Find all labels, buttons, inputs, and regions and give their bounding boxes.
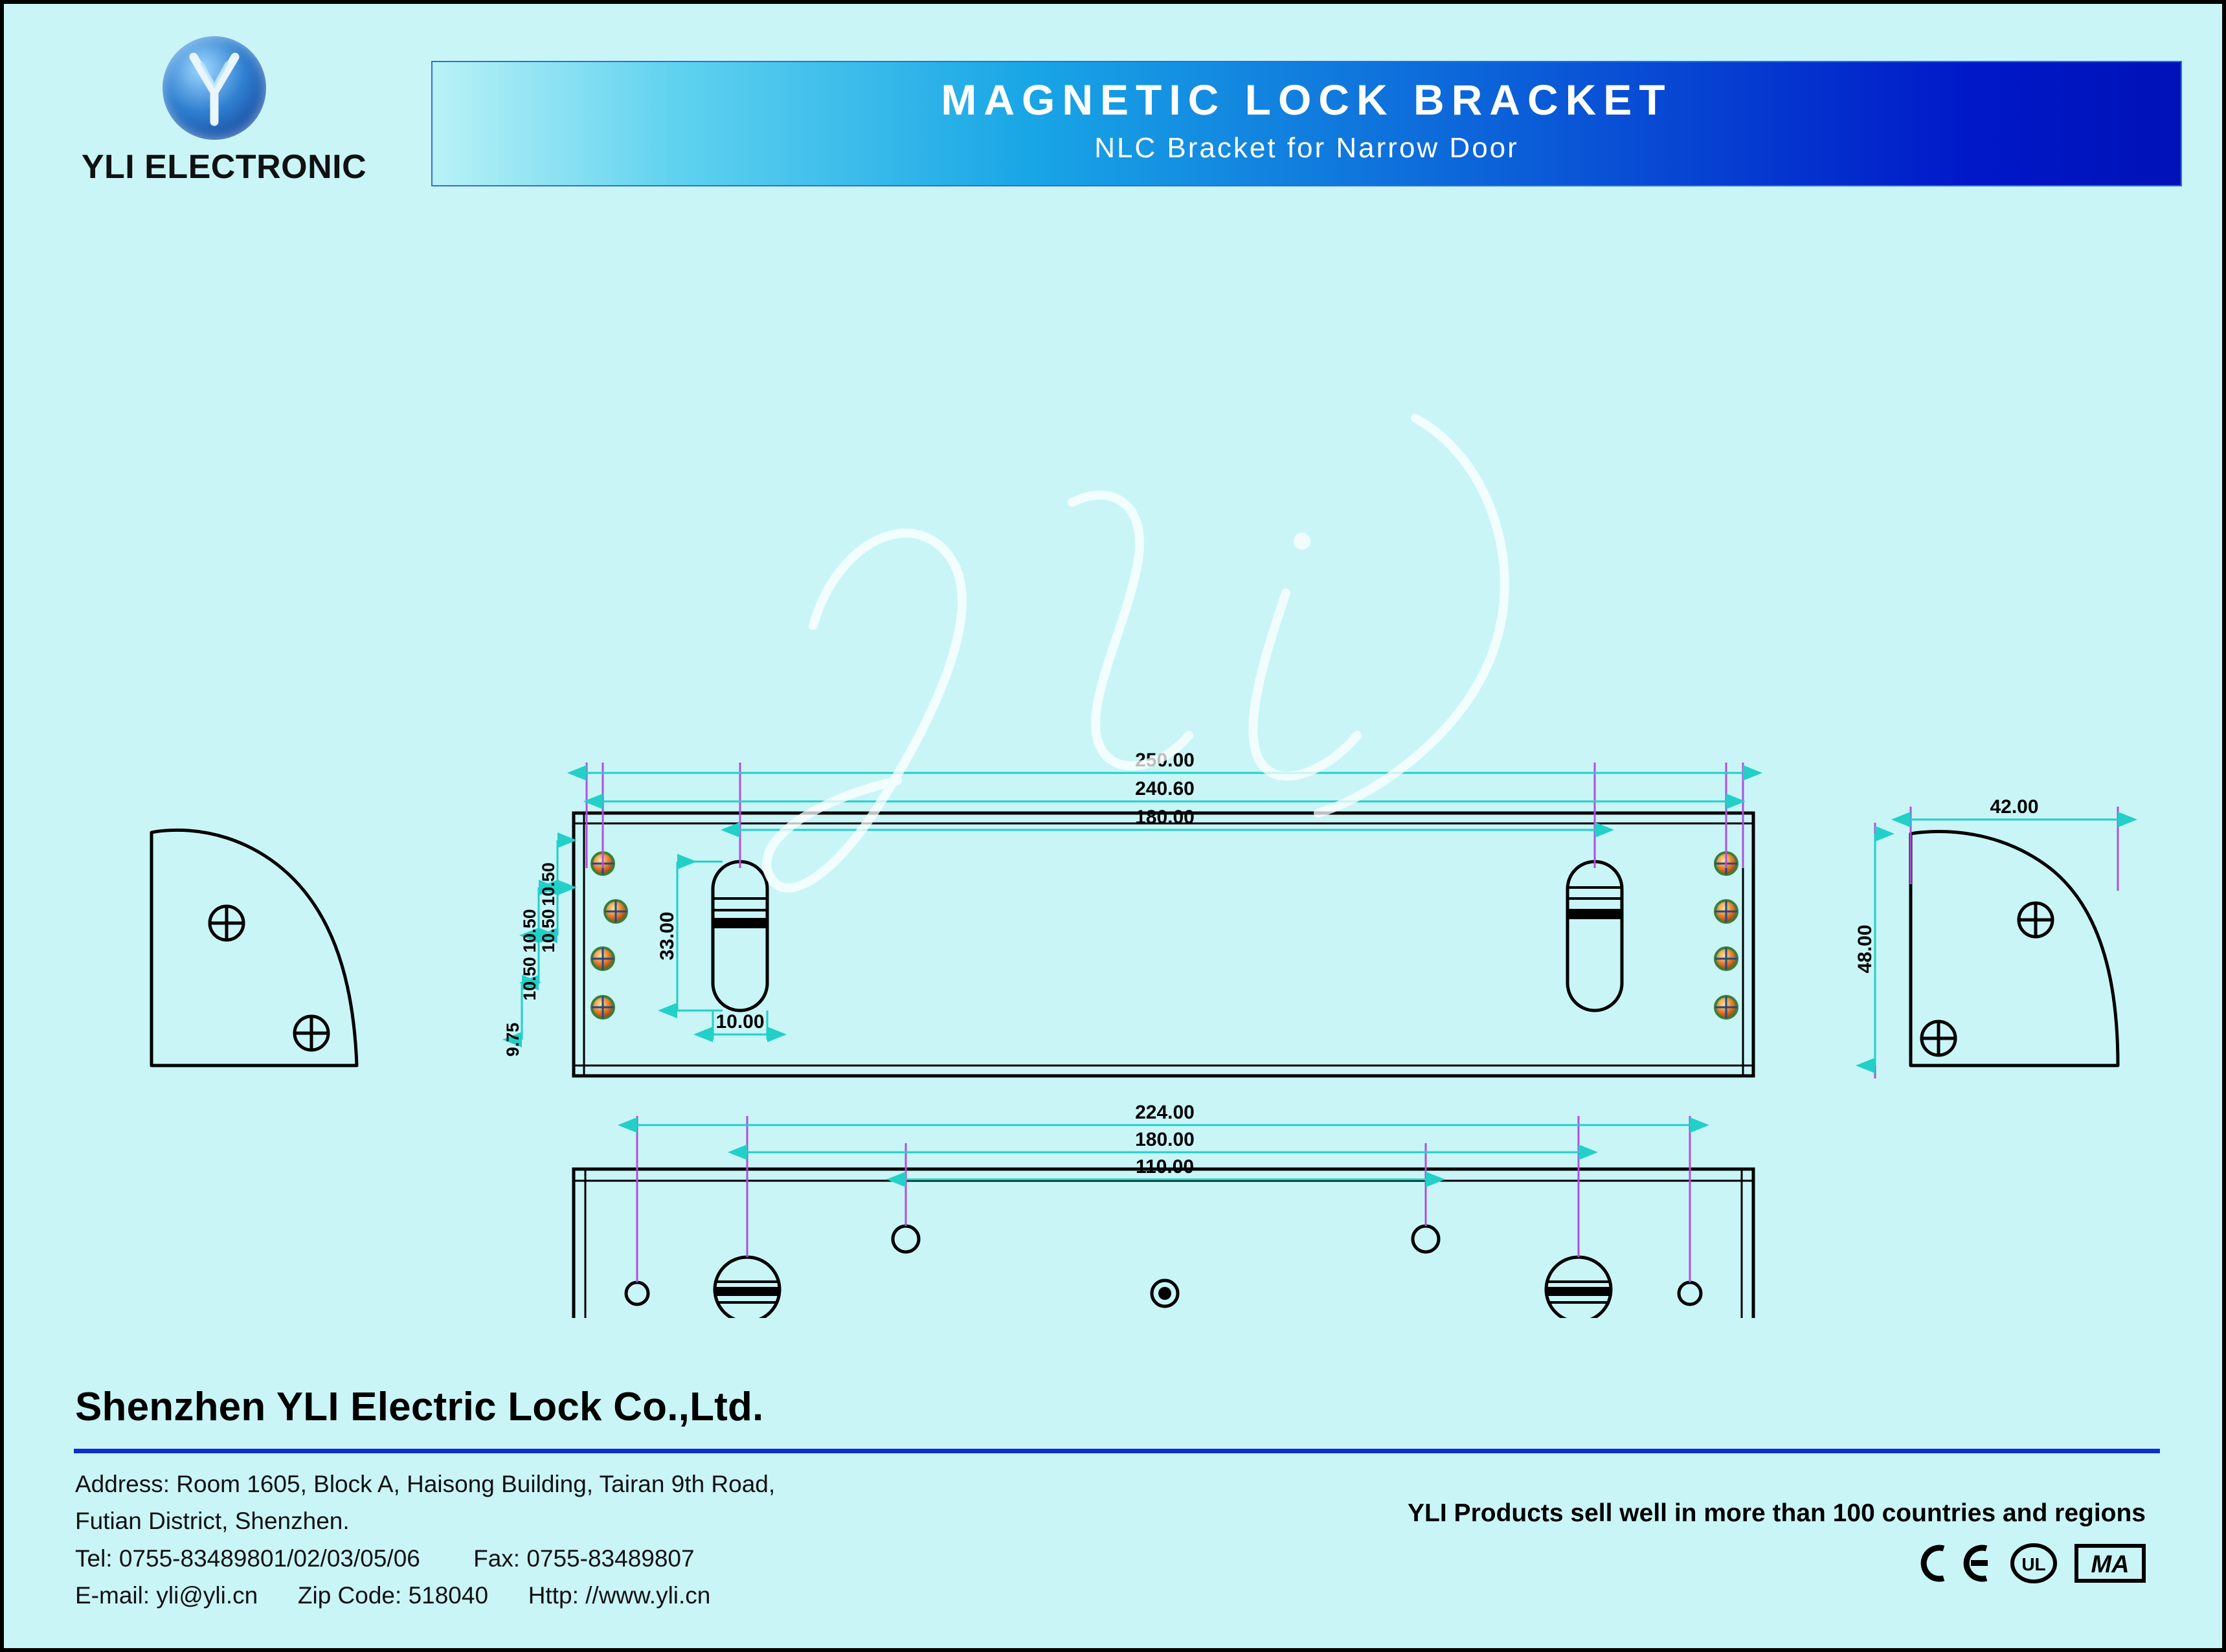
bracket-front-view [503,750,1753,1076]
dim-pitch-3: 10.50 [520,909,539,953]
screw-head-icon [2019,903,2052,937]
slot-left [713,862,767,1010]
technical-drawing [4,237,2226,1318]
email-line: E-mail: yli@yli.cn Zip Code: 518040 Http: //www.yli.cn [75,1582,711,1609]
marketing-tagline: YLI Products sell well in more than 100 countries and regions [1408,1499,2146,1527]
slot-height-dimension [677,862,723,1010]
page-subtitle: NLC Bracket for Narrow Door [1094,132,1519,164]
dim-end-width: 42.00 [1990,796,2039,818]
dim-slot-height: 33.00 [657,911,678,961]
dim-end-height: 48.00 [1854,924,1876,974]
page-title: MAGNETIC LOCK BRACKET [941,76,1672,124]
brand-name: YLI ELECTRONIC [81,148,367,186]
dim-bottom-180: 180.00 [1135,1129,1195,1150]
end-cap-left-view [152,830,357,1066]
dim-240-60: 240.60 [1135,778,1195,799]
dim-180: 180.00 [1135,807,1195,828]
screw-head-icon [210,906,243,940]
dim-pitch-5: 9.75 [503,1022,523,1057]
company-name: Shenzhen YLI Electric Lock Co.,Ltd. [75,1385,764,1429]
dim-pitch-2: 10.50 [539,909,558,953]
hole-center-fill [1158,1287,1171,1300]
page-footer [4,1370,2222,1648]
ma-mark-icon [2074,1543,2146,1583]
screw-head-icon [1922,1021,1955,1055]
footer-divider [74,1449,2160,1453]
screw-head-icon [295,1016,328,1050]
dim-224: 224.00 [1135,1102,1195,1123]
brand-logo-block [75,30,373,218]
dim-110: 110.00 [1135,1156,1195,1178]
dim-250: 250.00 [1135,750,1195,771]
address-line-2: Futian District, Shenzhen. [75,1508,350,1535]
ce-mark-icon [1915,1543,1993,1583]
screw-column-left [592,853,627,1018]
ul-mark-icon [2010,1543,2058,1583]
address-line-1: Address: Room 1605, Block A, Haisong Building, Tairan 9th Road, [75,1471,776,1497]
svg-text:UL: UL [2021,1554,2046,1574]
slotted-screw-left [715,1257,780,1318]
mounting-holes [626,1226,1701,1318]
logo-y-glyph-icon [163,36,266,140]
dim-pitch-4: 10.50 [520,957,539,1001]
drawing-canvas [4,237,2226,1318]
screw-column-right [1715,853,1737,1018]
title-banner [431,61,2182,186]
end-cap-right-view [1854,796,2118,1078]
certification-marks [1915,1543,2146,1583]
svg-text:MA: MA [2091,1551,2130,1578]
phone-line: Tel: 0755-83489801/02/03/05/06 Fax: 0755-83489807 [75,1545,695,1572]
slotted-screw-right [1546,1257,1611,1318]
slot-right [1568,862,1622,1010]
bracket-bottom-view [574,1102,1753,1318]
yli-circle-logo-icon [163,36,266,140]
dim-pitch-1: 10.50 [539,862,558,906]
dim-slot-width: 10.00 [715,1011,765,1032]
contact-info [75,1466,775,1614]
page-header [4,4,2222,237]
